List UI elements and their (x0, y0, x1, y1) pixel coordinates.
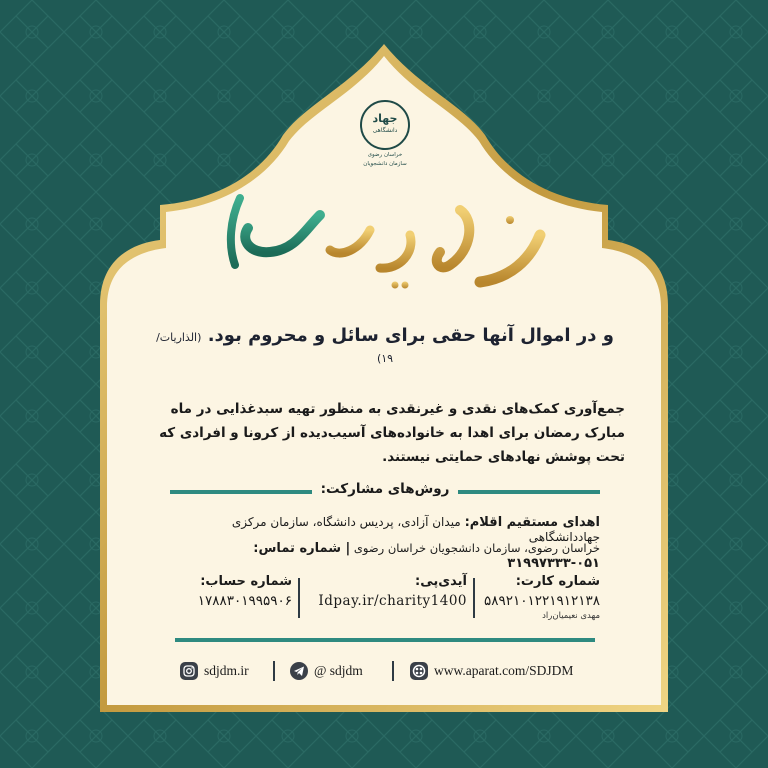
participation-heading: روش‌های مشارکت: (320, 481, 450, 497)
logo-main-text: جهاد (372, 112, 398, 125)
logo-seal (360, 100, 410, 150)
jahad-logo (353, 100, 417, 178)
card-info (478, 574, 600, 621)
account-label: شماره حساب: (200, 574, 292, 589)
contact-line: خراسان رضوی، سازمان دانشجویان خراسان رضوی | شماره تماس: ۰۵۱-۳۱۹۹۷۳۳۳ (253, 541, 600, 571)
aparat-link[interactable] (410, 662, 573, 680)
campaign-description: جمع‌آوری کمک‌های نقدی و غیرنقدی به منظور تهیه سبدغذایی در ماه مبارک رمضان برای اهدا به خانواده‌های آسیب‌دیده از کرونا و افرادی که تحت پوشش نهادهای حمایتی نیستند. (159, 401, 625, 465)
heading-bar-left (170, 490, 312, 494)
card-label: شماره کارت: (515, 574, 600, 589)
telegram-icon (290, 662, 308, 680)
idpay-info (305, 574, 467, 609)
card-holder: مهدی نعیمیان‌راد (542, 611, 600, 621)
contact-label: شماره تماس: (253, 541, 341, 556)
verse-text: و در اموال آنها حقی برای سائل و محروم بود. (207, 325, 614, 346)
idpay-link[interactable]: Idpay.ir/charity1400 (318, 593, 467, 609)
instagram-link[interactable] (180, 662, 249, 680)
quran-verse (150, 325, 620, 367)
payment-divider-2 (298, 578, 300, 618)
telegram-handle: @ sdjdm (314, 663, 363, 678)
social-divider-2 (273, 661, 275, 681)
footer-bar (175, 638, 595, 642)
contact-number: ۰۵۱-۳۱۹۹۷۳۳۳ (507, 556, 600, 571)
logo-caption-1: خراسان رضوی (367, 152, 403, 158)
logo-caption-2: سازمان دانشجویان (363, 161, 407, 167)
account-number: ۱۷۸۸۳۰۱۹۹۵۹۰۶ (197, 593, 292, 609)
telegram-link[interactable] (290, 662, 363, 680)
aparat-icon (410, 662, 428, 680)
card-number: ۵۸۹۲۱۰۱۲۲۱۹۱۲۱۳۸ (483, 593, 600, 609)
idpay-label: آیدی‌پی: (415, 574, 467, 589)
direct-donation-label: اهدای مستقیم اقلام: (464, 515, 600, 530)
campaign-title (210, 190, 560, 300)
heading-bar-right (458, 490, 600, 494)
instagram-icon (180, 662, 198, 680)
logo-sub-text: دانشگاهی (372, 127, 398, 134)
account-info (170, 574, 292, 609)
payment-divider-1 (473, 578, 475, 618)
direct-address-1: میدان آزادی، پردیس دانشگاه، سازمان مرکزی جهاددانشگاهی (231, 515, 600, 544)
verse-reference: (الذاریات/۱۹) (156, 331, 394, 365)
instagram-site: sdjdm.ir (204, 663, 249, 678)
aparat-url: www.aparat.com/SDJDM (434, 663, 574, 678)
direct-address-2: خراسان رضوی، سازمان دانشجویان خراسان رضوی (353, 541, 600, 555)
campaign-title-text: نان و پنیر و همدلی (381, 294, 389, 295)
social-divider-1 (392, 661, 394, 681)
direct-donation-line (170, 515, 600, 544)
